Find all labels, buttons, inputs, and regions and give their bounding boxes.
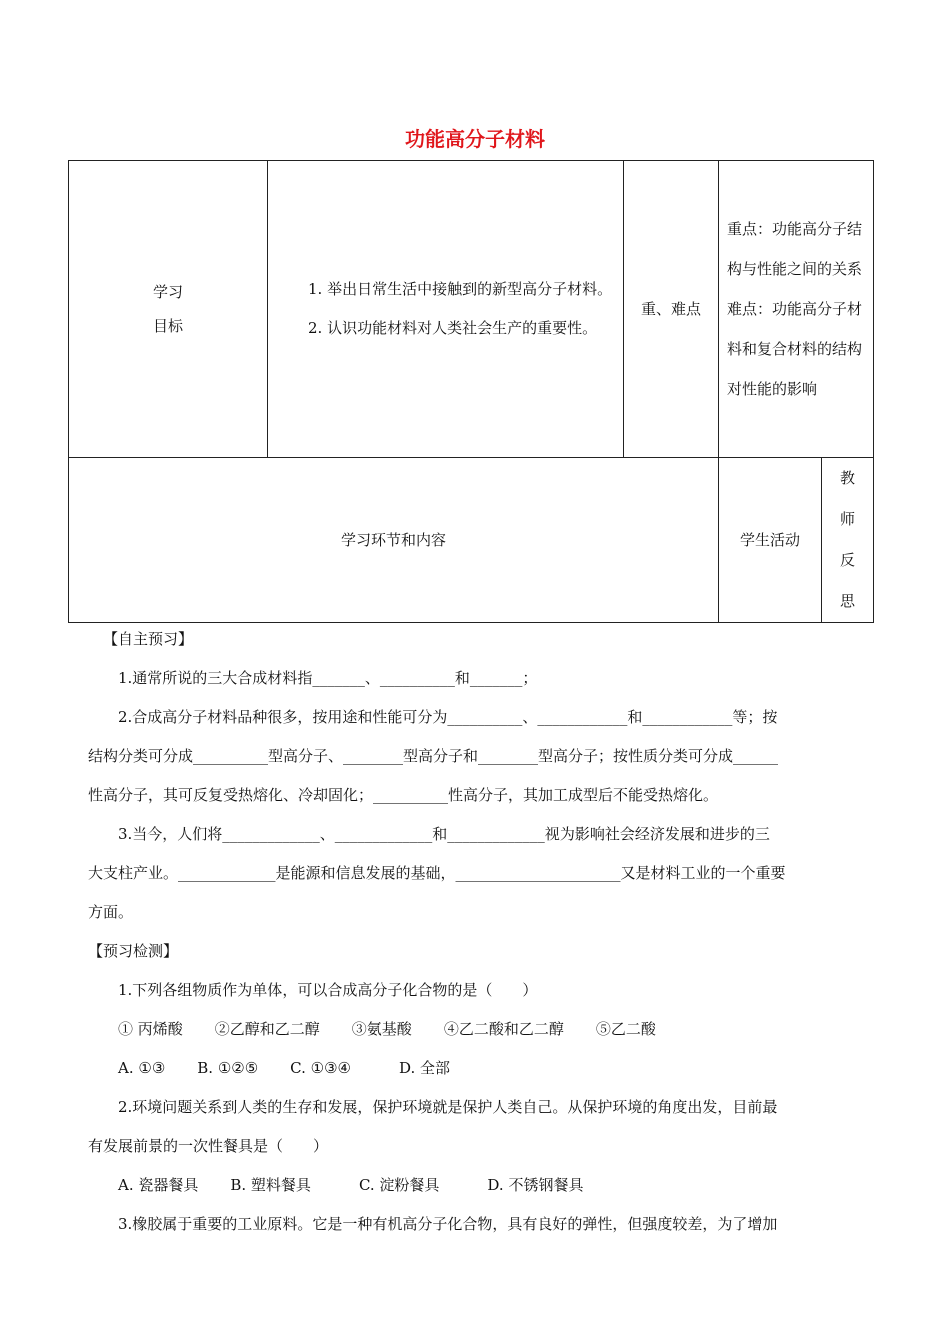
q2-choice: B. 塑料餐具	[230, 1176, 311, 1194]
q2-choice: D. 不锈钢餐具	[487, 1176, 584, 1194]
teacher-char: 反	[840, 551, 856, 569]
q1-choice: C. ①③④	[290, 1059, 351, 1077]
check-q1-items	[88, 1010, 858, 1049]
check-q1: 1.下列各组物质作为单体，可以合成高分子化合物的是（ ）	[118, 981, 538, 999]
check-q2-choices	[88, 1166, 858, 1205]
check-q2-line2: 有发展前景的一次性餐具是（ ）	[88, 1137, 329, 1155]
goal-label-line-1: 学习	[152, 283, 183, 301]
q1-item: ④乙二酸和乙二醇	[443, 1020, 564, 1038]
preview-heading: 【自主预习】	[103, 630, 194, 648]
goal-label-line-2: 目标	[152, 317, 183, 335]
goal-label-cell	[69, 161, 268, 458]
q1-choice: D. 全部	[399, 1059, 451, 1077]
teacher-char: 师	[840, 510, 856, 528]
objective-1: 1. 举出日常生活中接触到的新型高分子材料。	[308, 280, 613, 298]
q1-item: ⑤乙二酸	[595, 1020, 656, 1038]
preview-q3-line1: 3.当今，人们将_____________、_____________和_____________视为影响社会经济发展和进步的三	[118, 825, 770, 843]
key-point: 重点：功能高分子结构与性能之间的关系	[727, 220, 863, 278]
objectives-cell	[268, 161, 624, 458]
q1-item: ②乙醇和乙二醇	[214, 1020, 320, 1038]
difficult-point: 难点：功能高分子材料和复合材料的结构对性能的影响	[727, 300, 863, 398]
page-title: 功能高分子材料	[405, 127, 545, 151]
teacher-char: 教	[840, 469, 856, 487]
objective-2: 2. 认识功能材料对人类社会生产的重要性。	[308, 319, 598, 337]
check-q3-line1: 3.橡胶属于重要的工业原料。它是一种有机高分子化合物，具有良好的弹性，但强度较差，为了增加	[118, 1215, 778, 1233]
main-content	[88, 620, 858, 1244]
learning-goals-table	[68, 160, 874, 623]
q1-item: ① 丙烯酸	[118, 1020, 183, 1038]
check-heading: 【预习检测】	[88, 942, 179, 960]
q1-item: ③氨基酸	[351, 1020, 412, 1038]
section-label: 学习环节和内容	[69, 458, 719, 623]
teacher-reflection-label	[822, 458, 874, 623]
preview-q3-line3: 方面。	[88, 903, 134, 921]
q1-choice: A. ①③	[118, 1059, 166, 1077]
student-activity-label: 学生活动	[719, 458, 822, 623]
check-q1-choices	[88, 1049, 858, 1088]
preview-q1: 1.通常所说的三大合成材料指_______、__________和_______；	[118, 669, 538, 687]
preview-q2-line3: 性高分子，其可反复受热熔化、冷却固化；__________性高分子，其加工成型后不能受热熔化。	[88, 786, 719, 804]
preview-q2-line2: 结构分类可分成__________型高分子、________型高分子和________型高分子；按性质分类可分成______	[88, 747, 779, 765]
key-difficult-cell	[719, 161, 874, 458]
q1-choice: B. ①②⑤	[197, 1059, 259, 1077]
q2-choice: C. 淀粉餐具	[358, 1176, 440, 1194]
check-q2-line1: 2.环境问题关系到人类的生存和发展，保护环境就是保护人类自己。从保护环境的角度出发，目前最	[118, 1098, 778, 1116]
q2-choice: A. 瓷器餐具	[118, 1176, 199, 1194]
preview-q3-line2: 大支柱产业。_____________是能源和信息发展的基础，______________________又是材料工业的一个重要	[88, 864, 786, 882]
key-difficult-label: 重、难点	[624, 161, 719, 458]
preview-q2-line1: 2.合成高分子材料品种很多，按用途和性能可分为__________、____________和____________等；按	[118, 708, 778, 726]
teacher-char: 思	[840, 592, 856, 610]
